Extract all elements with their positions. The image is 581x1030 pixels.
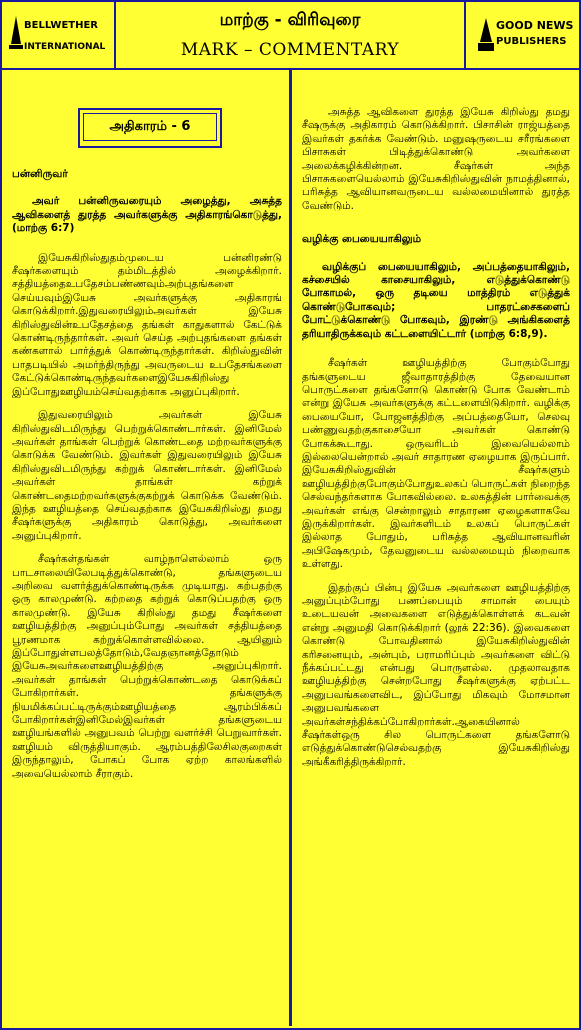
scripture-quote: அவர் பன்னிருவரையும் அழைத்து, அசுத்த ஆவிகளைத் துரத்த அவர்களுக்கு அதிகாரங்கொடுத்து, (மாற்கு 6:7) (12, 195, 282, 235)
logo-line-2: PUBLISHERS (496, 36, 567, 47)
paragraph: சீஷர்கள் ஊழியத்திற்கு போகும்போது தங்களுடைய ஜீவாதாரத்திற்கு தேவையான பொருட்களை தங்களோடு கொண்டு போக வேண்டாம் என்று இயேசு அவர்களுக்கு கட்டளையிடுகிறார். வழிக்கு பையையோ, போஜனத்திற்கு அப்பத்தையோ, செலவு பண்ணுவதற்குகாசையோ அவர்கள் கொண்டு போகக்கூடாது. ஒருவரிடம் இவையெல்லாம் இல்லையென்றால் அவர் சாதாரண ஏழையாக இருப்பார். இயேசுகிறிஸ்துவின் சீஷர்களும் ஊழியத்திற்குபோகும்போதுஉலகப் பொருட்கள் நிறைந்த செல்வந்தர்களாக போகவில்லை. உலகத்தின் பார்வைக்கு அவர்கள் எங்கு சென்றாலும் சாதாரண ஏழைகளாகவே இருக்கிறார்கள். இவர்களிடம் உலகப் பொருட்கள் இல்லாத போதும், பரிசுத்த ஆவியானவரின் அபிஷேகமும், தேவனுடைய வல்லமையும் நிறைவாக உள்ளது. (302, 357, 570, 571)
header (2, 2, 579, 70)
title-box (116, 2, 466, 68)
paragraph: சீஷர்கள்தங்கள் வாழ்நாளெல்லாம் ஒரு பாடசாலையிலேபடித்துக்கொண்டு, தங்களுடைய அறிவை வளர்த்துக்கொண்டிருக்க முடியாது. கற்பதற்கு ஒரு காலமுண்டு. கற்றதை கற்றுக் கொடுப்பதற்கு ஒரு காலமுண்டு. இயேசு கிறிஸ்து தமது சீஷர்களை ஊழியத்திற்கு அனுப்பும்போது அவர்கள் சத்தியத்தை பூரணமாக கற்றுக்கொள்ளவில்லை. ஆயினும் இப்போதுள்ளபலத்தோடும்,வேதஞானத்தோடும் இயேசுஅவர்களைஊழியத்திற்கு அனுப்புகிறார். அவர்கள் தாங்கள் பெற்றுக்கொண்டதை கொடுக்கப் போகிறார்கள். தங்களுக்கு நியமிக்கப்பட்டிருக்கும்ஊழியத்தை ஆரம்பிக்கப் போகிறார்கள்இனிமேல்இவர்கள் தங்களுடைய ஊழியங்களில் அனுபவம் பெற்று வளர்ச்சி பெறுவார்கள். ஊழியம் விருத்தியாகும். ஆரம்பத்திலேசிலகுறைகள் இருந்தாலும், போகப் போக ஏற்ற காலங்களில் அவையெல்லாம் சீராகும். (12, 553, 282, 780)
paragraph: இதுவரையிலும் அவர்கள் இயேசு கிறிஸ்துவிடமிருந்து பெற்றுக்கொண்டார்கள். இனிமேல் அவர்கள் தாங்கள் பெற்றுக் கொண்டதை மற்றவர்களுக்கு கொடுக்க வேண்டும். இவர்கள் இதுவரையிலும் இயேசு கிறிஸ்துவிடமிருந்து கற்றுக் கொண்டார்கள். இனிமேல் அவர்கள் தாங்கள் கற்றுக் கொண்டதைமற்றவர்களுக்குகற்றுக் கொடுக்க வேண்டும். இந்த ஊழியத்தை செய்வதற்காக இயேசுகிறிஸ்து தமது சீஷர்களுக்கு அதிகாரம் கொடுத்து, அவர்களை அனுப்புகிறார். (12, 409, 282, 542)
scripture-quote: வழிக்குப் பையையாகிலும், அப்பத்தையாகிலும், கச்சையில் காசையாகிலும், எடுத்துக்கொண்டு போகாமல், ஒரு தடியை மாத்திரம் எடுத்துக் கொண்டுபோகவும்; பாதரட்சைகளைப் போட்டுக்கொண்டு போகவும், இரண்டு அங்கிகளைத் தரியாதிருக்கவும் கட்டளையிட்டார் (மாற்கு 6:8,9). (302, 260, 570, 340)
chapter-box (78, 108, 222, 148)
book-icon (476, 16, 496, 54)
paragraph: இயேசுகிறிஸ்துதம்முடைய பன்னிரண்டு சீஷர்களையும் தம்மிடத்தில் அழைக்கிறார். சத்தியத்தைஉபதேசம்பண்ணவும்அற்புதங்களை செய்யவும்இயேசு அவர்களுக்கு அதிகாரங் கொடுக்கிறார்.இதுவரையிலும்அவர்கள் இயேசு கிறிஸ்துவின்உபதேசத்தை தங்கள் காதுகளால் கேட்டுக் கொண்டிருந்தார்கள். அவர் செய்த அற்புதங்களை தங்கள் கண்களால் பார்த்துக் கொண்டிருந்தார்கள். கிறிஸ்துவின் பாதபடியில் அமர்ந்திருந்து அவருடைய உபதேசங்களை கேட்டுக்கொண்டிருந்தவர்களைஇயேசுகிறிஸ்து இப்போதுஊழியம்செய்வதற்காக அனுப்புகிறார். (12, 251, 282, 398)
ship-icon (8, 14, 24, 54)
logo-line-1: BELLWETHER (24, 20, 99, 31)
chapter-label: அதிகாரம் - 6 (83, 113, 217, 141)
good-news-logo (466, 2, 579, 68)
page-title-english: MARK – COMMENTARY (180, 40, 400, 60)
logo-line-2: INTERNATIONAL (24, 42, 106, 52)
section-heading: பன்னிருவர் (12, 168, 68, 180)
left-column (12, 168, 282, 791)
paragraph: அசுத்த ஆவிகளை துரத்த இயேசு கிறிஸ்து தமது சீஷருக்கு அதிகாரம் கொடுக்கிறார். பிசாசின் ராஜ்யத்தை இவர்கள் தகர்க்க வேண்டும். மனுஷருடைய சரீரங்களை பிசாசுகள் பிடித்துக்கொண்டு அவர்களை அலைக்கழிக்கின்றன. சீஷர்கள் அந்த பிசாசுகளையெல்லாம் இயேசுகிறிஸ்துவின் நாமத்தினால், பரிசுத்த ஆவியானவருடைய வல்லமையினால் துரத்த வேண்டும். (302, 106, 570, 212)
section-heading: வழிக்கு பையையாகிலும் (302, 233, 422, 246)
paragraph: இதற்குப் பின்பு இயேசு அவர்களை ஊழியத்திற்கு அனுப்பும்போது பணப்பையும் சாமான் பையும் உடையவன் அவைகளை எடுத்துக்கொள்ளக் கடவன் என்று அனுமதி கொடுக்கிறார் (லூக் 22:36). இவைகளை கொண்டு போவதினால் இயேசுகிறிஸ்துவின் கரிசனையும், அன்பும், பராமரிப்பும் அவர்களை விட்டு நீக்கப்பட்டது என்பது பொருளல்ல. முதலாவதாக ஊழியத்திற்கு சென்றபோது சீஷர்களுக்கு ஏற்பட்ட அனுபவங்களைவிட, இப்போது மிகவும் மோசமான அனுபவங்களை அவர்கள்சந்திக்கப்போகிறார்கள்.ஆகையினால் சீஷர்கள்ஒரு சில பொருட்களை தங்களோடு எடுத்துக்கொண்டுசெல்வதற்கு இயேசுகிறிஸ்து அங்கீகரித்திருக்கிறார். (302, 581, 570, 768)
bellwether-logo (2, 2, 116, 68)
right-column (302, 106, 570, 779)
page-title-tamil: மாற்கு - விரிவுரை (219, 10, 361, 30)
column-divider (289, 70, 292, 1026)
logo-line-1: GOOD NEWS (496, 19, 574, 32)
